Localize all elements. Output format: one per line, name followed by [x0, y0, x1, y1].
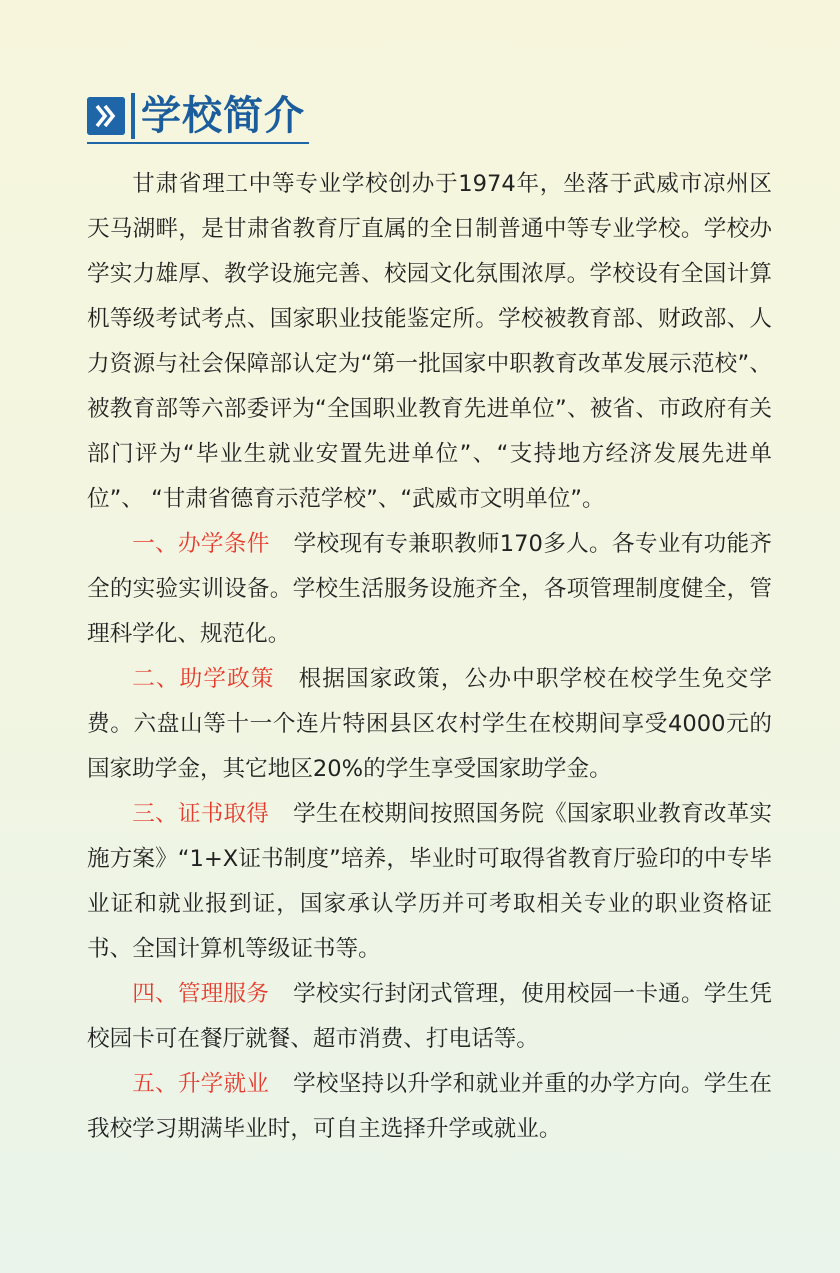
- section-paragraph: [87, 657, 772, 792]
- title-underline: [87, 142, 309, 144]
- section-text: 学生在校期间按照国务院《国家职业教育改革实施方案》“1+X证书制度”培养，毕业时可取得省教育厅验印的中专毕业证和就业报到证，国家承认学历并可考取相关专业的职业资格证书、全国计算机等级证书等。: [87, 801, 773, 962]
- content-body: [87, 162, 772, 1152]
- section-heading: 三、证书取得: [132, 801, 270, 827]
- page-title: 学校简介: [141, 93, 305, 139]
- section-heading: 一、办学条件: [132, 531, 270, 557]
- section-heading: 五、升学就业: [132, 1071, 270, 1097]
- section-paragraph: [87, 972, 772, 1062]
- double-chevron-right-icon: [87, 97, 125, 135]
- section-header: [87, 86, 305, 146]
- section-text: 学校坚持以升学和就业并重的办学方向。学生在我校学习期满毕业时，可自主选择升学或就业。: [87, 1071, 773, 1142]
- section-paragraph: [87, 522, 772, 657]
- section-text: 学校实行封闭式管理，使用校园一卡通。学生凭校园卡可在餐厅就餐、超市消费、打电话等。: [87, 981, 773, 1052]
- section-paragraph: [87, 792, 772, 972]
- section-text: 学校现有专兼职教师170多人。各专业有功能齐全的实验实训设备。学校生活服务设施齐全，各项管理制度健全，管理科学化、规范化。: [87, 531, 773, 647]
- intro-paragraph: 甘肃省理工中等专业学校创办于1974年，坐落于武威市凉州区天马湖畔，是甘肃省教育厅直属的全日制普通中等专业学校。学校办学实力雄厚、教学设施完善、校园文化氛围浓厚。学校设有全国计算机等级考试考点、国家职业技能鉴定所。学校被教育部、财政部、人力资源与社会保障部认定为“第一批国家中职教育改革发展示范校”、 被教育部等六部委评为“全国职业教育先进单位”、被省、市政府有关部门评为“毕业生就业安置先进单位”、“支持地方经济发展先进单位”、 “甘肃省德育示范学校”、“武威市文明单位”。: [87, 171, 772, 512]
- section-paragraph: [87, 1062, 772, 1152]
- header-divider: [131, 93, 135, 139]
- section-text: 根据国家政策，公办中职学校在校学生免交学费。六盘山等十一个连片特困县区农村学生在校期间享受4000元的国家助学金，其它地区20%的学生享受国家助学金。: [87, 666, 773, 782]
- section-heading: 四、管理服务: [132, 981, 270, 1007]
- section-heading: 二、助学政策: [132, 666, 275, 692]
